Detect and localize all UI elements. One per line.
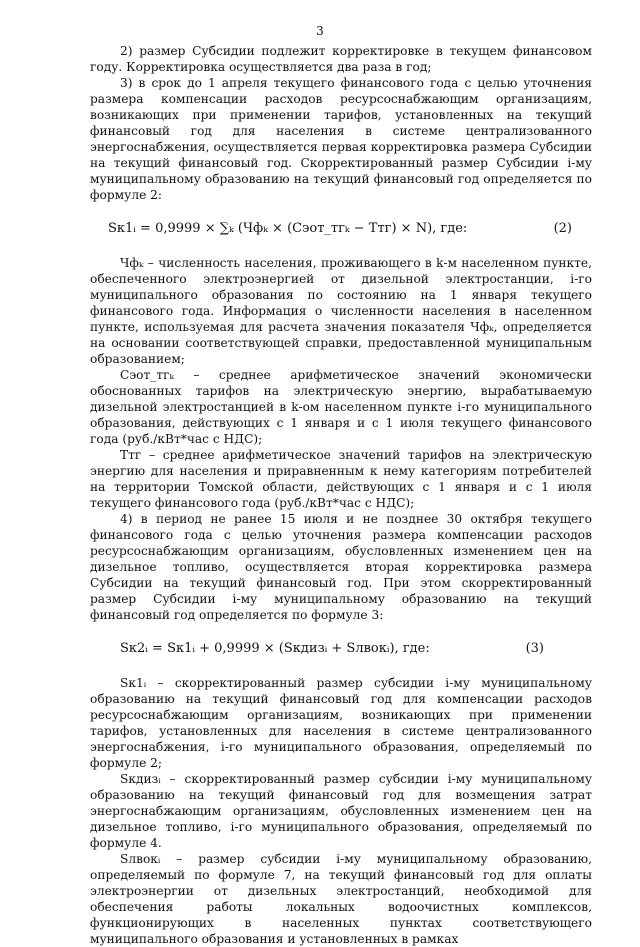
formula-3-expression: Sк2ᵢ = Sк1ᵢ + 0,9999 × (Sкдизᵢ + Sлвокᵢ), где: [120, 641, 430, 656]
formula-3-number: (3) [525, 641, 544, 656]
definition-ttg: Tтг – среднее арифметическое значений тарифов на электрическую энергию для населения и приравненным к нему категориям потребителей на территории Томской области, действующих с 1 января и с 1 июля текущего финансового года (руб./кВт*час с НДС); [90, 448, 592, 510]
definition-skdiz: Sкдизᵢ – скорректированный размер субсидии i-му муниципальному образованию на текущий финансовый год для возмещения затрат энергоснабжающим организациям, обусловленных изменением цен на дизельное топливо, i-го муниципального образования, определяемый по формуле 4. [90, 772, 592, 850]
definition-seot: Сэот_тгₖ – среднее арифметическое значений экономически обоснованных тарифов на электрическую энергию, вырабатываемую дизельной электростанцией в k-ом населенном пункте i-го муниципального образования, действующих с 1 января и с 1 июля текущего финансового года (руб./кВт*час с НДС); [90, 368, 592, 446]
formula-2 [90, 217, 592, 243]
paragraph-item-4: 4) в период не ранее 15 июля и не позднее 30 октября текущего финансового года с целью уточнения размера компенсации расходов ресурсоснабжающим организациям, обусловленных изменением цен на дизельное топливо, осуществляется вторая корректировка размера Субсидии на текущий финансовый год. При этом скорректированный размер Субсидии i-му муниципальному образованию на текущий финансовый год определяется по формуле 3: [90, 512, 592, 622]
formula-3 [90, 637, 592, 663]
definition-chf: Чфₖ – численность населения, проживающего в k-м населенном пункте, обеспеченного электроэнергией от дизельной электростанции, i-го муниципального образования по состоянию на 1 января текущего финансового года. Информация о численности населения в населенном пункте, используемая для расчета значения показателя Чфₖ, определяется на основании соответствующей справки, предоставленной муниципальным образованием; [90, 256, 592, 366]
paragraph-item-3: 3) в срок до 1 апреля текущего финансового года с целью уточнения размера компенсации расходов ресурсоснабжающим организациям, возникающих при применении тарифов, установленных на текущий финансовый год для населения в системе централизованного энергоснабжения, осуществляется первая корректировка размера Субсидии на текущий финансовый год. Скорректированный размер Субсидии i-му муниципальному образованию на текущий финансовый год определяется по формуле 2: [90, 76, 592, 202]
formula-2-expression: Sк1ᵢ = 0,9999 × ∑ₖ (Чфₖ × (Сэот_тгₖ − Tтг) × N), где: [108, 221, 468, 236]
formula-2-number: (2) [553, 221, 572, 236]
paragraph-item-2: 2) размер Субсидии подлежит корректировке в текущем финансовом году. Корректировка осуществляется два раза в год; [90, 44, 592, 74]
definition-sk1: Sк1ᵢ – скорректированный размер субсидии i-му муниципальному образованию на текущий финансовый год для компенсации расходов ресурсоснабжающим организациям, возникающих при применении тарифов, установленных для населения в системе централизованного энергоснабжения, i-го муниципального образования, определяемый по формуле 2; [90, 676, 592, 770]
page-number: 3 [316, 24, 324, 38]
definition-slvok: Sлвокᵢ – размер субсидии i-му муниципальному образованию, определяемый по формуле 7, на текущий финансовый год для оплаты электроэнергии от дизельных электростанций, необходимой для обеспечения работы локальных водоочистных комплексов, функционирующих в населенных пунктах соответствующего муниципального образования и установленных в рамках [90, 852, 592, 946]
page-body [90, 43, 592, 947]
